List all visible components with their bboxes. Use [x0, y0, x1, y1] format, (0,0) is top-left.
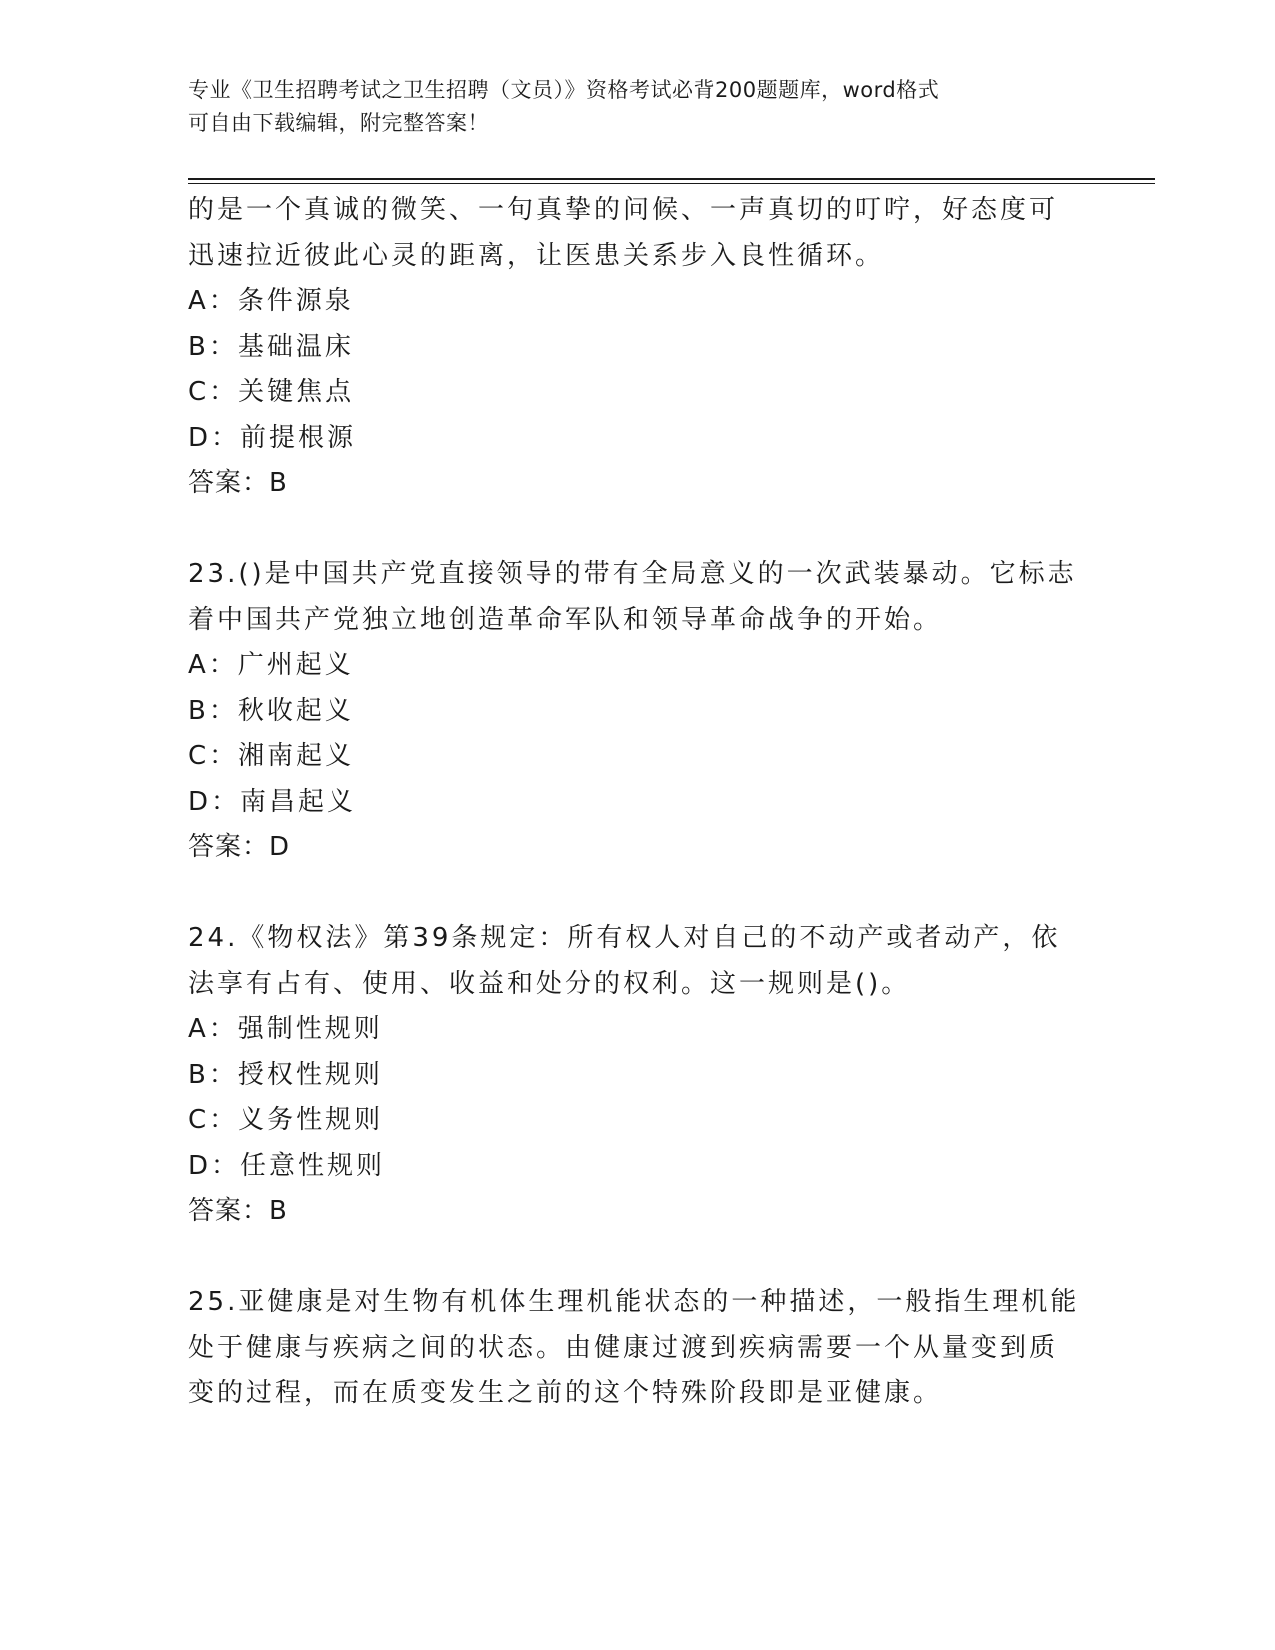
option-c: C：湘南起义 [188, 741, 355, 771]
option-b: B：基础温床 [188, 331, 354, 362]
spacer [188, 507, 1088, 553]
question-text-line: 迅速拉近彼此心灵的距离，让医患关系步入良性循环。 [188, 240, 885, 271]
header-line-1: 专业《卫生招聘考试之卫生招聘（文员）》资格考试必背200题题库，word格式 [188, 78, 940, 102]
answer-line: 答案：D [188, 832, 291, 862]
question-text-line: 23.()是中国共产党直接领导的带有全局意义的一次武装暴动。它标志 [188, 559, 1077, 589]
question-text-line: 25.亚健康是对生物有机体生理机能状态的一种描述，一般指生理机能 [188, 1287, 1080, 1317]
option-b: B：秋收起义 [188, 695, 354, 726]
question-text-line: 法享有占有、使用、收益和处分的权利。这一规则是()。 [188, 968, 911, 999]
question-text-line: 变的过程，而在质变发生之前的这个特殊阶段即是亚健康。 [188, 1378, 943, 1408]
answer-line: 答案：B [188, 1196, 288, 1226]
option-c: C：义务性规则 [188, 1105, 384, 1135]
header-rule-thick [188, 178, 1155, 180]
question-23 [188, 552, 1088, 871]
answer-line: 答案：B [188, 468, 288, 498]
question-24 [188, 916, 1088, 1235]
question-25 [188, 1280, 1088, 1417]
option-a: A：条件源泉 [188, 286, 354, 316]
header-rule-thin [188, 183, 1155, 184]
question-list [188, 188, 1088, 1417]
question-text-line: 24.《物权法》第39条规定：所有权人对自己的不动产或者动产，依 [188, 923, 1061, 953]
option-c: C：关键焦点 [188, 377, 355, 407]
spacer [188, 1235, 1088, 1281]
option-d: D：南昌起义 [188, 786, 357, 817]
option-b: B：授权性规则 [188, 1059, 383, 1090]
question-text-line: 着中国共产党独立地创造革命军队和领导革命战争的开始。 [188, 604, 943, 635]
spacer [188, 871, 1088, 917]
option-a: A：强制性规则 [188, 1014, 383, 1044]
option-d: D：前提根源 [188, 422, 357, 453]
header-line-2: 可自由下载编辑，附完整答案！ [188, 111, 489, 135]
question-22 [188, 188, 1088, 507]
option-d: D：任意性规则 [188, 1150, 386, 1181]
question-text-line: 处于健康与疾病之间的状态。由健康过渡到疾病需要一个从量变到质 [188, 1332, 1059, 1363]
document-header [188, 74, 1088, 140]
question-text-line: 的是一个真诚的微笑、一句真挚的问候、一声真切的叮咛，好态度可 [188, 195, 1059, 225]
option-a: A：广州起义 [188, 650, 354, 680]
